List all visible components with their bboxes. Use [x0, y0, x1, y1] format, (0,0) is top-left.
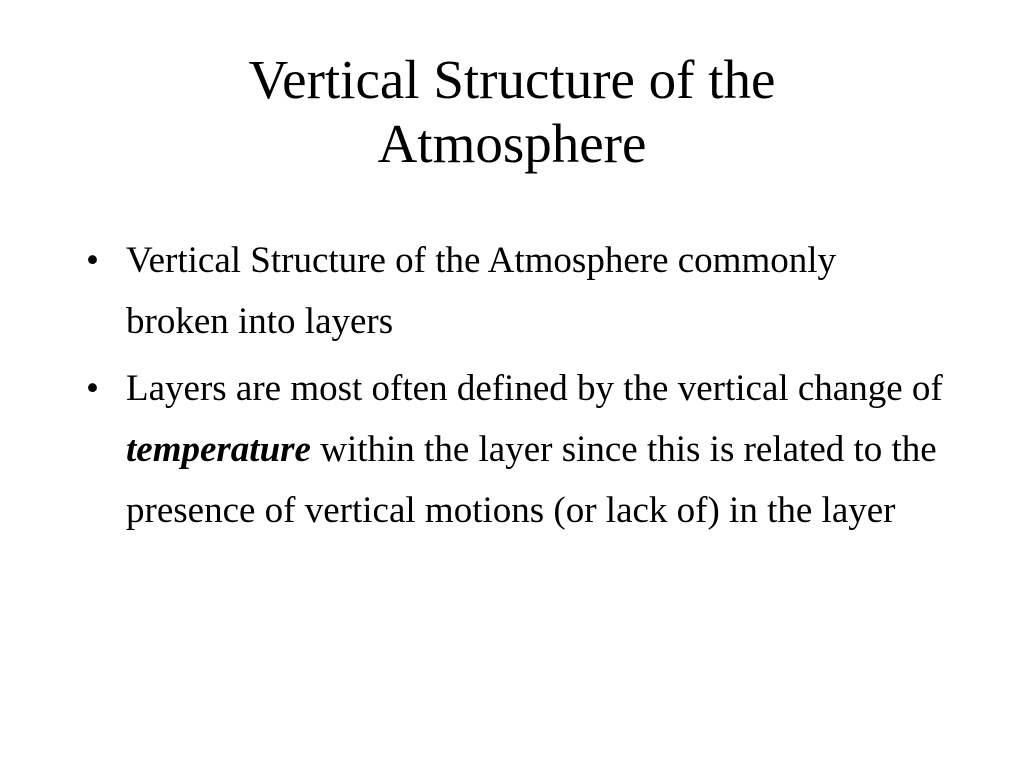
- bullet-point-icon: [86, 358, 116, 419]
- bullet-text-before: Layers are most often defined by the vertical change of: [126, 368, 943, 409]
- bullet-emphasis: temperature: [126, 429, 311, 470]
- bullet-item: [86, 230, 946, 352]
- bullet-point-icon: [86, 230, 116, 291]
- slide-title-line-1: Vertical Structure of the: [248, 49, 776, 110]
- slide-title: [112, 48, 912, 176]
- bullet-text-after: within the layer since this is related to the presence of vertical motions (or lack of) in the layer: [126, 429, 937, 531]
- bullet-text: Vertical Structure of the Atmosphere commonly broken into layers: [126, 240, 837, 342]
- bullet-list: [86, 230, 946, 547]
- slide-title-line-2: Atmosphere: [377, 113, 647, 174]
- bullet-item: [86, 358, 946, 541]
